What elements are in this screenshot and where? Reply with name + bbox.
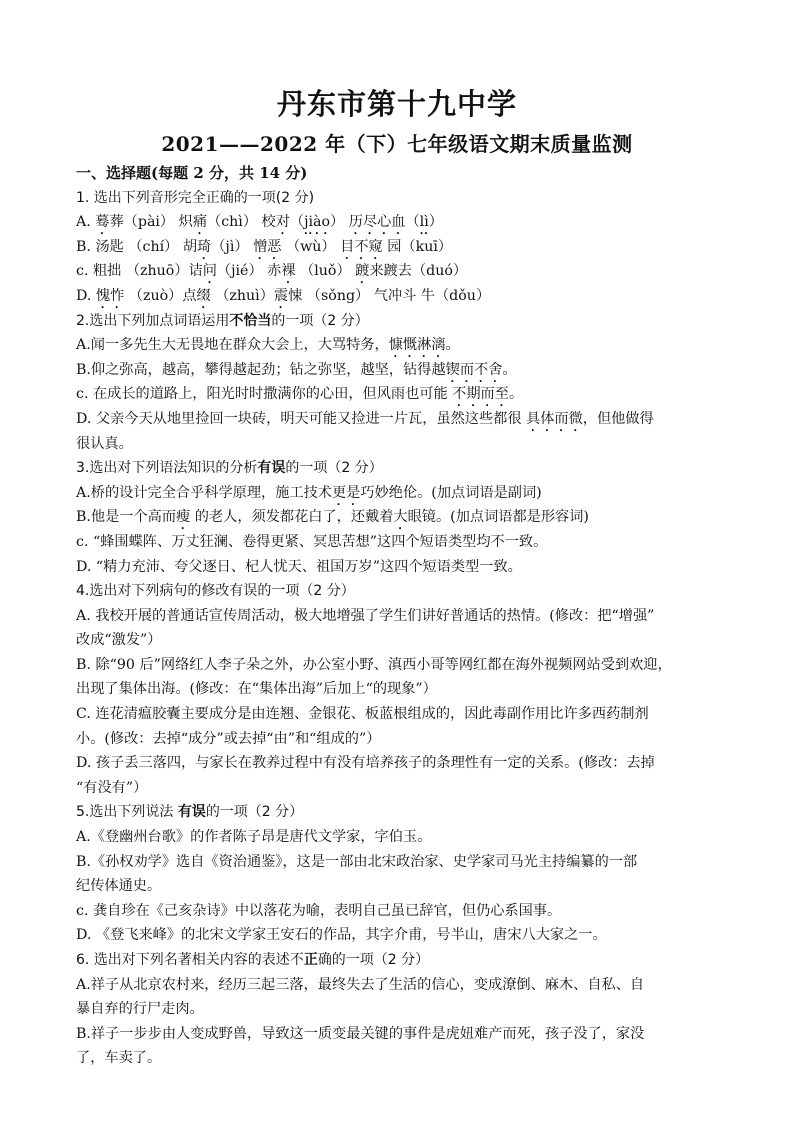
dotted-phrase: 慷慨淋漓 xyxy=(388,337,446,354)
q4-stem: 4.选出对下列病句的修改有误的一项（2 分） xyxy=(76,583,355,600)
q1-option-a xyxy=(76,210,726,235)
q3-option-c: c. “蜂围蝶阵、万丈狂澜、卷得更紧、冥思苦想”这四个短语类型均不一致。 xyxy=(76,533,548,550)
text: A. xyxy=(76,214,96,231)
dotted-char: 痛 xyxy=(192,214,208,231)
q3-option-d: D. “精力充沛、夸父逐日、杞人忧天、祖国万岁”这四个短语类型一致。 xyxy=(76,558,522,575)
text: 的一项（2 分） xyxy=(285,460,383,477)
q6-option-a-cont: 暴自弃的行尸走肉。 xyxy=(76,1001,204,1018)
dotted-char: 震 xyxy=(273,287,289,304)
text: ，但他做得 xyxy=(582,410,654,427)
text: 牛（dǒu） xyxy=(416,287,491,304)
q1-option-b xyxy=(76,235,726,260)
dotted-phrase: 锲而不舍 xyxy=(445,361,503,378)
emphasis: 正 xyxy=(303,952,318,968)
q2-option-d-cont: 很认真。 xyxy=(76,435,133,452)
dotted-char: 裸 xyxy=(281,263,296,280)
text: A.桥的设计完全合乎科学原理，施工技术 xyxy=(76,484,332,501)
text: （luǒ） xyxy=(295,263,356,280)
q5-option-b-cont: 纪传体通史。 xyxy=(76,878,162,895)
q1-option-c xyxy=(76,259,726,284)
dotted-phrase: 更是 xyxy=(331,484,361,501)
text: 。 xyxy=(502,361,517,378)
q4-option-b-cont: 出现了集体出海。(修改：在“集体出海”后加上“的现象”） xyxy=(76,681,437,698)
q3-stem xyxy=(76,456,726,481)
text: 3.选出对下列语法知识的分析 xyxy=(76,460,258,477)
text: 来踱去（duó） xyxy=(369,263,468,280)
exam-subtitle: 2021——2022 年（下）七年级语文期末质量监测 xyxy=(161,132,633,156)
text: 的一项（2 分） xyxy=(271,312,369,329)
dotted-phrase: 具体而微 xyxy=(526,410,583,427)
text: 对（jiào） 历尽心血（lì） xyxy=(275,214,443,231)
text: （jié） 赤 xyxy=(216,263,282,280)
text: B. 汤匙 （chí） 胡 xyxy=(76,238,198,255)
q2-option-a xyxy=(76,333,726,358)
q5-stem xyxy=(76,800,726,825)
text: B.仰之弥高，越高，攀得越起劲；钻之弥坚，越坚，钻得越 xyxy=(76,361,446,378)
q4-option-a: A. 我校开展的普通话宣传周活动，极大地增强了学生们讲好普通话的热情。(修改：把“增强” xyxy=(76,607,655,624)
text: 确的一项（2 分） xyxy=(317,952,430,968)
text: A.闻一多先生大无畏地在群众大会上，大骂特务， xyxy=(76,337,389,354)
q1-stem: 1. 选出下列音形完全正确的一项(2 分) xyxy=(76,189,315,206)
text: 5.选出下列说法 xyxy=(76,804,178,821)
text: （zhuì） xyxy=(210,287,274,304)
text: 园（kuī） xyxy=(382,238,453,255)
q4-option-b: B. 除“90 后”网络红人李子朵之外，办公室小野、滇西小哥等网红都在海外视频网站受到欢迎， xyxy=(76,656,672,673)
q5-option-a: A.《登幽州台歌》的作者陈子昂是唐代文学家，字伯玉。 xyxy=(76,829,432,846)
text: 6. 选出对下列名著相关内容的表述不 xyxy=(76,952,304,968)
q4-option-c: C. 连花清瘟胶囊主要成分是由连翘、金银花、板蓝根组成的，因此毒副作用比许多西药制剂 xyxy=(76,706,649,723)
q6-stem xyxy=(76,948,726,973)
text: （wù） xyxy=(281,238,341,255)
school-title: 丹东市第十九中学 xyxy=(276,87,517,121)
dotted-char: 瘦 xyxy=(176,509,191,526)
emphasis: 有误 xyxy=(257,460,286,477)
q4-option-c-cont: 小。(修改：去掉“成分”或去掉“由”和“组成的”） xyxy=(76,730,381,747)
q4-option-a-cont: 改成“激发”） xyxy=(76,632,162,649)
q2-option-c xyxy=(76,382,726,407)
text: 悚 （sǒng） 气冲斗 xyxy=(288,287,417,304)
text: 的一项（2 分） xyxy=(205,804,304,821)
q1-option-d xyxy=(76,284,726,309)
q4-option-d-cont: “有没有”） xyxy=(76,779,148,796)
text: 眼镜。(加点词语都是形容词) xyxy=(407,509,589,526)
text: （pài） 炽 xyxy=(123,214,193,231)
dotted-char: 愧怍 xyxy=(95,287,125,304)
text: 的老人，须发都花白了，还戴着 xyxy=(190,509,394,526)
dotted-phrase: 不期而至 xyxy=(452,386,509,403)
q4-option-d: D. 孩子丢三落四，与家长在教养过程中有没有培养孩子的条理性有一定的关系。(修改：去掉 xyxy=(76,755,655,772)
dotted-char: 踱 xyxy=(355,263,370,280)
text: D. xyxy=(76,287,96,304)
text: c. 粗拙 （zhuō）诘 xyxy=(76,263,203,280)
dotted-char: 问 xyxy=(202,263,217,280)
q5-option-b: B.《孙权劝学》选自《资治通鉴》，这是一部由北宋政治家、史学家司马光主持编纂的一部 xyxy=(76,853,638,870)
dotted-char: 蓦 xyxy=(95,214,110,231)
q3-option-b xyxy=(76,505,726,530)
q2-option-b xyxy=(76,358,726,383)
dotted-char: 目不窥 xyxy=(340,238,383,255)
text: c. 在成长的道路上，阳光时时撒满你的心田，但风雨也可能 xyxy=(76,386,453,403)
q6-option-a: A.祥子从北京农村来，经历三起三落，最终失去了生活的信心，变成潦倒、麻木、自私、自 xyxy=(76,976,645,993)
q2-option-d xyxy=(76,407,726,432)
q5-option-c: c. 龚自珍在《己亥杂诗》中以落花为喻，表明自己虽已辞官，但仍心系国事。 xyxy=(76,902,562,919)
text: （zuò）点 xyxy=(124,287,197,304)
emphasis: 有误 xyxy=(177,804,206,821)
dotted-char: 琦 xyxy=(197,238,212,255)
text: （jì） xyxy=(211,238,254,255)
text: B.他是一个高而 xyxy=(76,509,177,526)
section-heading: 一、选择题(每题 2 分，共 14 分) xyxy=(76,164,308,182)
text: 2.选出下列加点词语运用 xyxy=(76,312,230,329)
text: 。 xyxy=(445,337,460,354)
q6-option-b-cont: 了，车卖了。 xyxy=(76,1050,162,1067)
text: 。 xyxy=(508,386,524,403)
q6-option-b: B.祥子一步步由人变成野兽，导致这一质变最关键的事件是虎妞难产而死，孩子没了，家没 xyxy=(76,1025,645,1042)
q3-option-a xyxy=(76,481,726,506)
dotted-char: 憎恶 xyxy=(253,238,282,255)
emphasis: 不恰当 xyxy=(229,312,272,329)
dotted-char: 大 xyxy=(393,509,408,526)
dotted-char: 缀 xyxy=(196,287,211,304)
q2-stem xyxy=(76,309,726,334)
exam-content xyxy=(76,161,726,1071)
text: 巧妙绝伦。(加点词语是副词) xyxy=(360,484,542,501)
text: 葬 xyxy=(109,214,124,231)
text: （chì） 校 xyxy=(207,214,276,231)
text: D. 父亲今天从地里捡回一块砖，明天可能又捡进一片瓦，虽然这些都很 xyxy=(76,410,527,427)
q5-option-d: D. 《登飞来峰》的北宋文学家王安石的作品，其字介甫，号半山，唐宋八大家之一。 xyxy=(76,927,607,944)
